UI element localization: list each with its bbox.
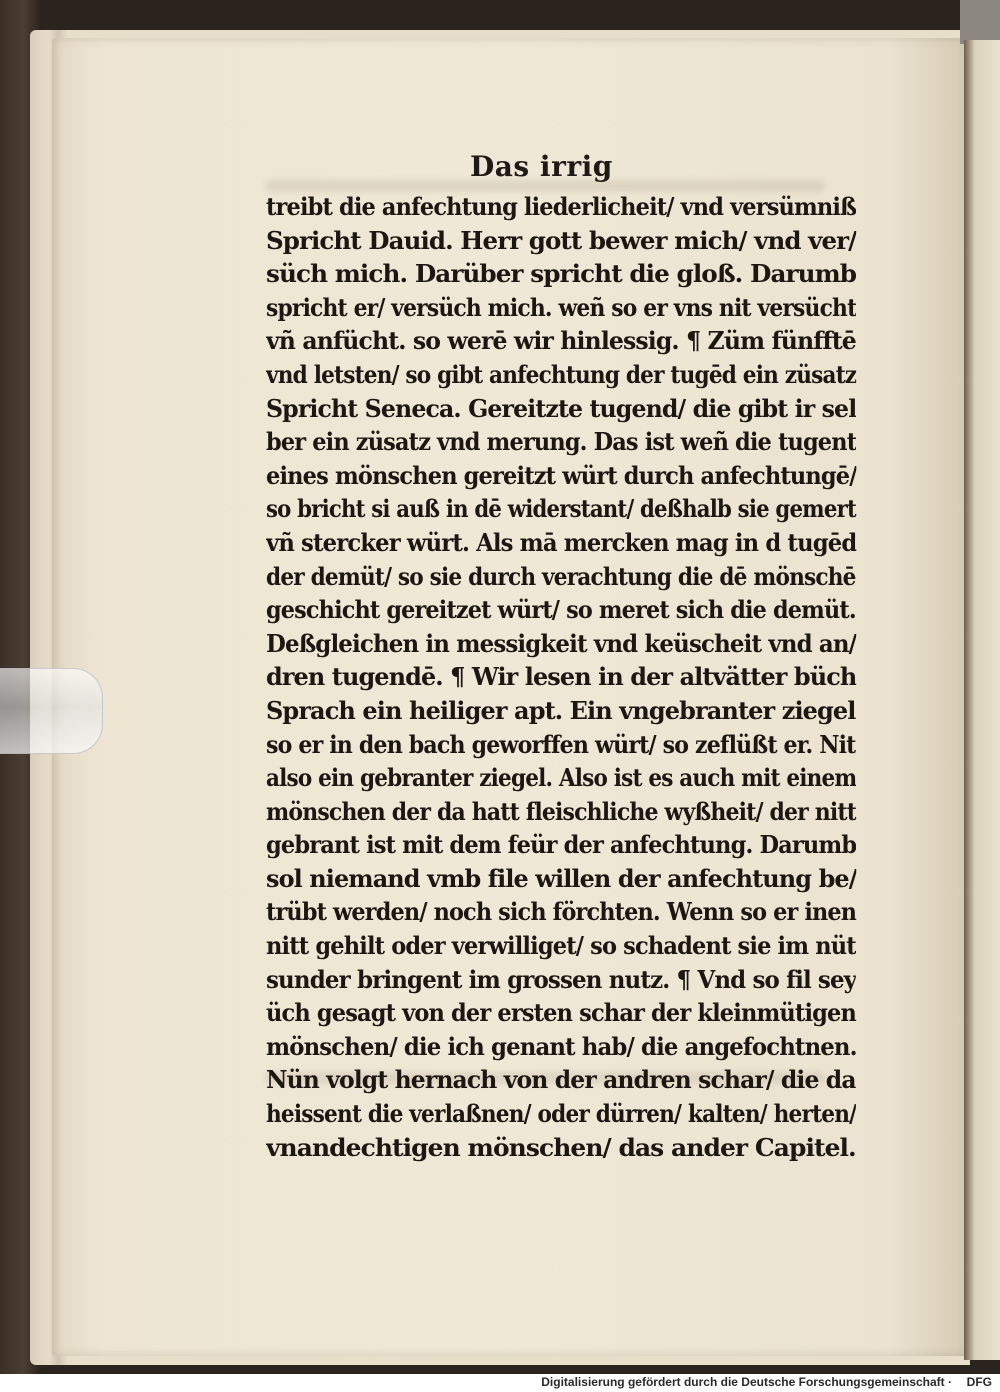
text-line: mönschen/ die ich genant hab/ die angefochtnen.	[266, 1031, 857, 1061]
digitization-footer	[0, 1374, 1000, 1392]
text-line: Nün volgt hernach von der andren schar/ die da	[266, 1065, 856, 1095]
funding-credit: Digitalisierung gefördert durch die Deutsche Forschungsgemeinschaft ·	[541, 1375, 952, 1389]
text-line: sunder bringent im grossen nutz. ¶ Vnd so fil sey	[266, 964, 856, 994]
text-line: vnd letsten/ so gibt anfechtung der tugēd ein züsatz	[266, 359, 857, 389]
text-line: also ein gebranter ziegel. Also ist es auch mit einem	[266, 763, 856, 793]
text-line: nitt gehilt oder verwilliget/ so schadent sie im nüt	[266, 931, 856, 961]
text-line: mönschen der da hatt fleischliche wyßheit/ der nitt	[266, 796, 857, 826]
text-line: üch gesagt von der ersten schar der kleinmütigen	[266, 998, 857, 1028]
text-line: spricht er/ versüch mich. weñ so er vns nit versücht	[266, 292, 856, 322]
text-line: ber ein züsatz vnd merung. Das ist weñ die tugent	[266, 427, 856, 457]
text-line: Sprach ein heiliger apt. Ein vngebranter ziegel	[266, 695, 856, 725]
text-line: treibt die anfechtung liederlicheit/ vnd versümniß	[266, 192, 856, 221]
text-line: trübt werden/ noch sich förchten. Wenn so er inen	[266, 897, 857, 927]
text-line: Deßgleichen in messigkeit vnd keüscheit vnd an/	[266, 628, 857, 658]
running-head: Das irrig	[470, 150, 613, 183]
text-block	[266, 190, 856, 1164]
text-line: sol niemand vmb file willen der anfechtung be/	[266, 863, 857, 893]
text-line: so bricht si auß in dē widerstant/ deßhalb sie gemert	[266, 494, 856, 524]
text-line: Spricht Seneca. Gereitzte tugend/ die gibt ir sel	[266, 393, 857, 423]
facing-page-edge	[964, 40, 1000, 1360]
text-line: vnandechtigen mönschen/ das ander Capitel.	[266, 1132, 856, 1162]
text-line: heissent die verlaßnen/ oder dürren/ kalten/ herten/	[266, 1099, 856, 1129]
text-line: dren tugendē. ¶ Wir lesen in der altvätter büch	[266, 662, 857, 692]
text-line: der demüt/ so sie durch verachtung die dē mönschē	[266, 561, 856, 591]
text-line: geschicht gereitzet würt/ so meret sich die demüt.	[266, 595, 856, 625]
text-line: so er in den bach geworffen würt/ so zeflüßt er. Nit	[266, 729, 856, 759]
text-line: vñ anfücht. so werē wir hinlessig. ¶ Züm fünfftē	[266, 326, 856, 356]
text-line: eines mönschen gereitzt würt durch anfechtungē/	[266, 460, 857, 490]
plastic-page-clip	[0, 668, 103, 754]
dfg-logo: DFG	[966, 1375, 992, 1389]
text-line: süch mich. Darüber spricht die gloß. Darumb	[266, 259, 857, 289]
text-line: gebrant ist mit dem feür der anfechtung. Darumb	[266, 830, 857, 860]
facing-cover-corner	[960, 0, 1000, 44]
text-line: Spricht Dauid. Herr gott bewer mich/ vnd ver/	[266, 225, 857, 255]
text-line: vñ stercker würt. Als mā mercken mag in d tugēd	[266, 527, 857, 557]
